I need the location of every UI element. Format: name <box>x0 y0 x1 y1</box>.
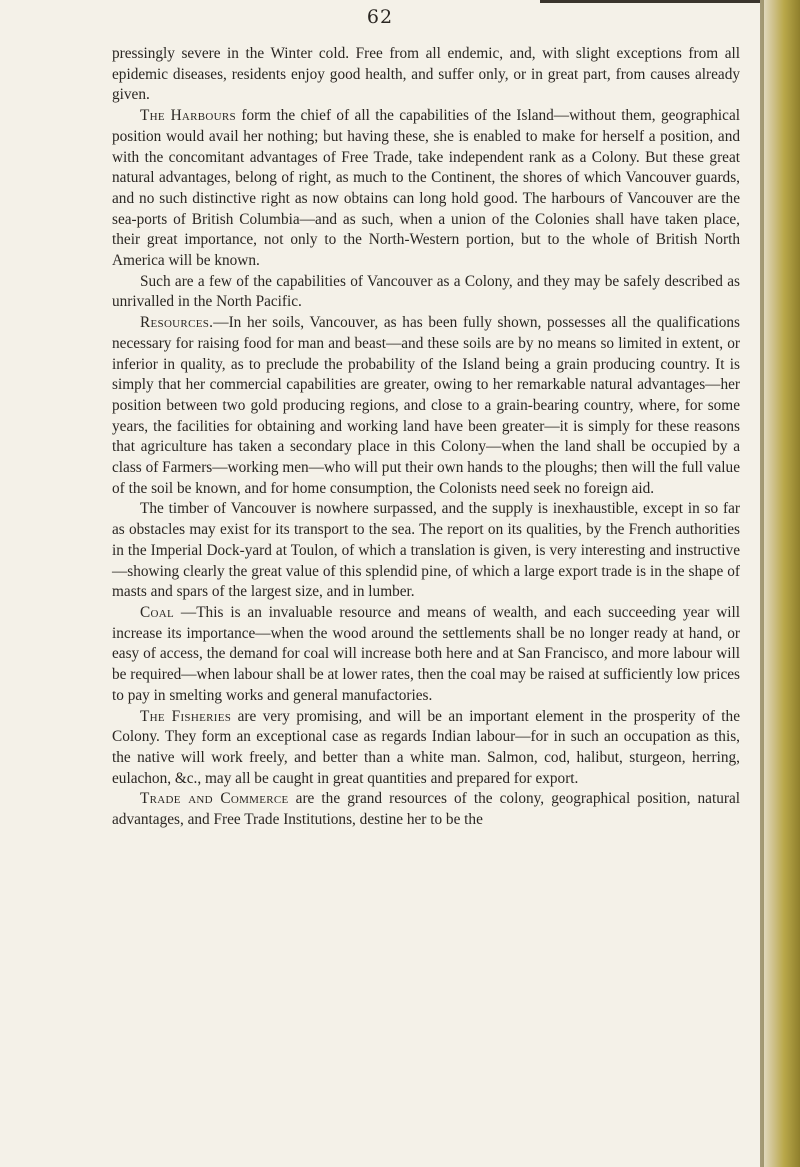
paragraph-text: pressingly severe in the Winter cold. Free from all endemic, and, with slight exceptions from all epidemic diseases, residents enjoy good health, and suffer only, or in great part, from causes already given. <box>112 45 740 104</box>
paragraph-heading: Resources. <box>140 314 214 332</box>
paragraph-heading: Trade and Commerce <box>140 790 289 808</box>
paragraph-continuation <box>112 44 740 106</box>
paragraph-text: form the chief of all the capabilities of the Island—without them, geographical position would avail her nothing; but having these, she is enabled to make for herself a position, and with the concomitant advantages of Free Trade, take independent rank as a Colony. But these great natural advantages, belong of right, as much to the Continent, the shores of which Vancouver guards, and no such distinctive right as now obtains can long hold good. The harbours of Vancouver are the sea-ports of British Columbia—and as such, when a union of the Colonies shall have taken place, their great importance, not only to the North-Western portion, but to the whole of British North America will be known. <box>112 107 740 270</box>
paragraph-text: —This is an invaluable resource and means of wealth, and each succeeding year will increase its importance—when the wood around the settlements shall be no longer ready at hand, or easy of access, the demand for coal will increase both here and at San Francisco, and more labour will be required—when labour shall be at lower rates, then the coal may be raised at sufficiently low prices to pay in smelting works and general manufactories. <box>112 603 740 704</box>
paragraph-text: Such are a few of the capabilities of Vancouver as a Colony, and they may be safely described as unrivalled in the North Pacific. <box>112 272 740 311</box>
paragraph-heading: Coal <box>140 603 175 621</box>
paragraph-trade <box>112 789 740 830</box>
paragraph-fisheries <box>112 707 740 790</box>
body-text <box>112 44 740 831</box>
paragraph-heading: The Harbours <box>140 107 236 125</box>
paragraph-heading: The Fisheries <box>140 707 232 725</box>
paragraph-timber <box>112 499 740 603</box>
paragraph-text: are the grand resources of the colony, geographical position, natural advantages, and Free Trade Institutions, destine her to be the <box>112 790 740 829</box>
paragraph-resources <box>112 313 740 499</box>
book-spine-edge <box>760 0 800 1167</box>
paragraph-text: —In her soils, Vancouver, as has been fully shown, possesses all the qualifications necessary for raising food for man and beast—and these soils are by no means so limited in extent, or inferior in quality, as to preclude the probability of the Island being a grain producing country. It is simply that her commercial capabilities are greater, owing to her remarkable natural advantages—her position between two gold producing regions, and close to a grain-bearing country, where, for some years, the facilities for obtaining and working land have been greater—it is simply for these reasons that agriculture has taken a secondary place in this Colony—when the land shall be occupied by a class of Farmers—working men—who will put their own hands to the ploughs; then will the full value of the soil be known, and for home consumption, the Colonists need seek no foreign aid. <box>112 314 740 497</box>
paragraph-coal <box>112 603 740 707</box>
page-number: 62 <box>366 6 394 28</box>
paragraph-text: are very promising, and will be an important element in the prosperity of the Colony. They form an exceptional case as regards Indian labour—for in such an occupation as this, the native will work freely, and better than a white man. Salmon, cod, halibut, sturgeon, herring, eulachon, &c., may all be caught in great quantities and prepared for export. <box>112 707 740 787</box>
paragraph-text: The timber of Vancouver is nowhere surpassed, and the supply is inexhaustible, except in so far as obstacles may exist for its transport to the sea. The report on its qualities, by the French authorities in the Imperial Dock-yard at Toulon, of which a translation is given, is very interesting and instructive—showing clearly the great value of this splendid pine, of which a large export trade is in the shape of masts and spars of the largest size, and in lumber. <box>112 500 740 601</box>
paragraph-harbours <box>112 106 740 272</box>
paragraph-capabilities <box>112 272 740 313</box>
spine-shadow <box>760 0 764 1167</box>
